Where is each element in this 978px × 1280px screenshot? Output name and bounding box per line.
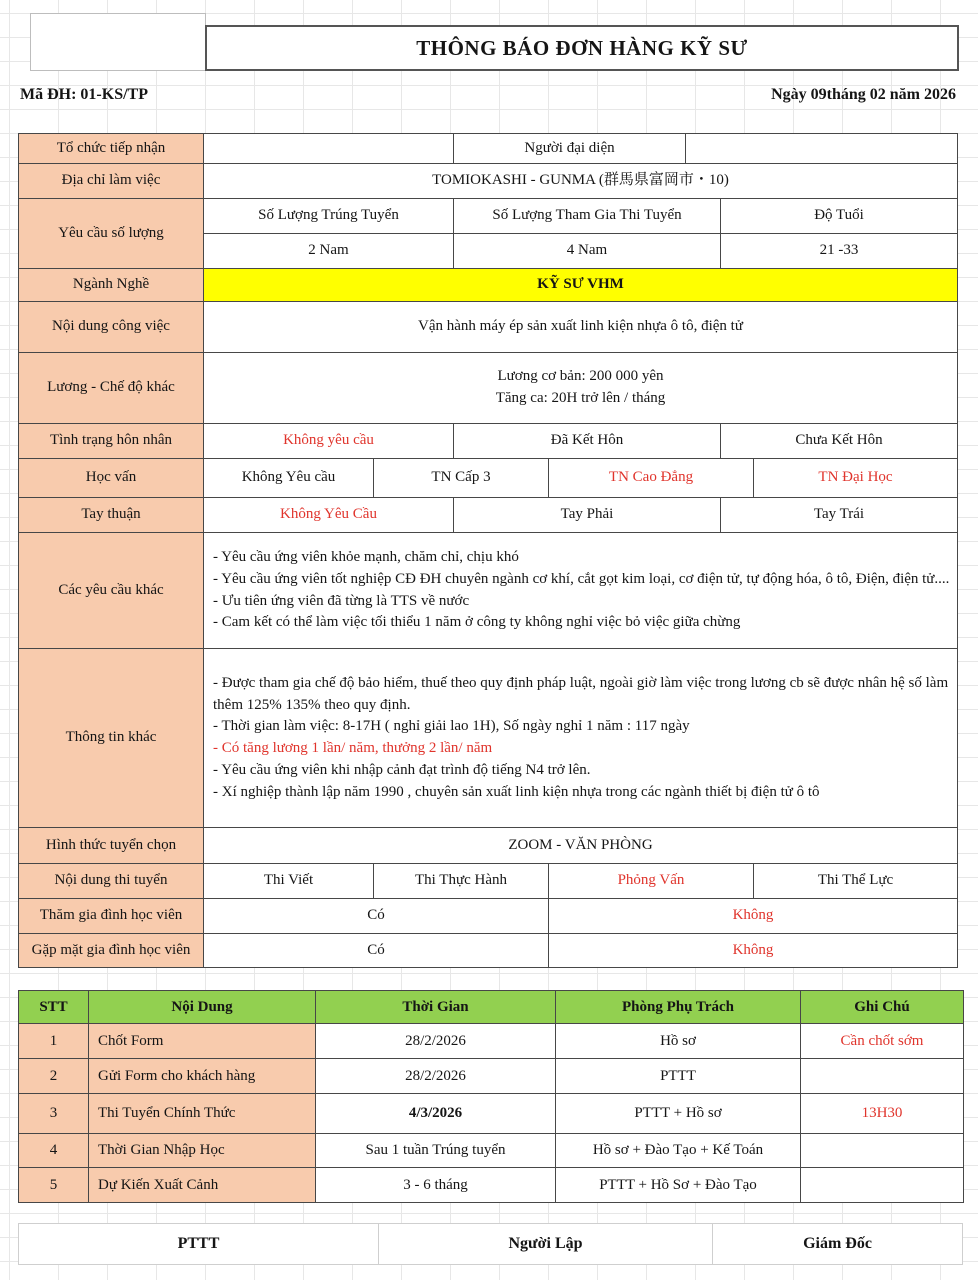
label-work-address: Địa chỉ làm việc <box>19 164 204 199</box>
cell-note <box>801 1168 964 1203</box>
row-salary <box>19 353 958 424</box>
row-exam-content <box>19 864 958 899</box>
signature-preparer: Người Lập <box>379 1224 713 1264</box>
row-job-content <box>19 302 958 353</box>
cell-education-highschool: TN Cấp 3 <box>374 459 549 498</box>
cell-note: 13H30 <box>801 1094 964 1134</box>
cell-content: Dự Kiến Xuất Cảnh <box>89 1168 316 1203</box>
schedule-row <box>19 1059 964 1094</box>
cell-marital-single: Chưa Kết Hôn <box>721 424 958 459</box>
label-other-info: Thông tin khác <box>19 649 204 828</box>
schedule-table <box>18 990 964 1203</box>
salary-overtime: Tăng ca: 20H trở lên / tháng <box>495 390 666 406</box>
label-reception-org: Tổ chức tiếp nhận <box>19 134 204 164</box>
row-industry <box>19 269 958 302</box>
cell-hand-any: Không Yêu Cầu <box>204 498 454 533</box>
cell-quantity-win-value: 2 Nam <box>204 234 454 269</box>
label-salary: Lương - Chế độ khác <box>19 353 204 424</box>
requirement-item: - Yêu cầu ứng viên khỏe mạnh, chăm chỉ, chịu khó <box>213 549 519 565</box>
salary-base: Lương cơ bản: 200 000 yên <box>497 368 664 385</box>
label-exam-content: Nội dung thi tuyển <box>19 864 204 899</box>
cell-work-address: TOMIOKASHI - GUNMA (群馬県富岡市・10) <box>204 164 958 199</box>
row-address <box>19 164 958 199</box>
schedule-row <box>19 1024 964 1059</box>
cell-stt: 3 <box>19 1094 89 1134</box>
cell-exam-physical: Thi Thể Lực <box>754 864 958 899</box>
header-dept: Phòng Phụ Trách <box>556 991 801 1024</box>
cell-time: 28/2/2026 <box>316 1024 556 1059</box>
row-education <box>19 459 958 498</box>
label-other-requirements: Các yêu cầu khác <box>19 533 204 649</box>
cell-quantity-win-header: Số Lượng Trúng Tuyển <box>204 199 454 234</box>
cell-education-college: TN Cao Đẳng <box>549 459 754 498</box>
cell-representative-value <box>686 134 958 164</box>
label-education: Học vấn <box>19 459 204 498</box>
label-representative: Người đại diện <box>454 134 686 164</box>
header-content: Nội Dung <box>89 991 316 1024</box>
cell-content: Chốt Form <box>89 1024 316 1059</box>
row-selection-method <box>19 828 958 864</box>
label-visit-family: Thăm gia đình học viên <box>19 899 204 934</box>
page-title: THÔNG BÁO ĐƠN HÀNG KỸ SƯ <box>205 25 959 71</box>
schedule-row <box>19 1094 964 1134</box>
cell-note <box>801 1134 964 1168</box>
cell-stt: 4 <box>19 1134 89 1168</box>
cell-note: Cần chốt sớm <box>801 1024 964 1059</box>
cell-reception-org-value <box>204 134 454 164</box>
main-info-table <box>18 133 958 968</box>
row-quantity-headers <box>19 199 958 234</box>
cell-job-content: Vận hành máy ép sản xuất linh kiện nhựa ô tô, điện tử <box>204 302 958 353</box>
cell-stt: 2 <box>19 1059 89 1094</box>
cell-exam-interview: Phỏng Vấn <box>549 864 754 899</box>
requirement-item: - Yêu cầu ứng viên tốt nghiệp CĐ ĐH chuyên ngành cơ khí, cắt gọt kim loại, cơ điện tử, tự động hóa, ô tô, Điện, điện tử.... <box>213 570 950 587</box>
cell-age-value: 21 -33 <box>721 234 958 269</box>
signature-row <box>18 1223 963 1265</box>
cell-dept: PTTT <box>556 1059 801 1094</box>
signature-director: Giám Đốc <box>803 1235 872 1252</box>
cell-content: Gửi Form cho khách hàng <box>89 1059 316 1094</box>
cell-quantity-join-value: 4 Nam <box>454 234 721 269</box>
cell-time: Sau 1 tuần Trúng tuyển <box>316 1134 556 1168</box>
cell-marital-married: Đã Kết Hôn <box>454 424 721 459</box>
cell-quantity-join-header: Số Lượng Tham Gia Thi Tuyển <box>454 199 721 234</box>
cell-stt: 1 <box>19 1024 89 1059</box>
logo-placeholder-box <box>30 13 206 71</box>
cell-meet-family-yes: Có <box>204 934 549 968</box>
cell-dept: Hồ sơ <box>556 1024 801 1059</box>
requirement-item: - Ưu tiên ứng viên đã từng là TTS về nước <box>213 592 470 609</box>
row-other-info <box>19 649 958 828</box>
cell-other-info <box>204 649 958 828</box>
signature-pttt: PTTT <box>19 1224 379 1264</box>
cell-time: 4/3/2026 <box>316 1094 556 1134</box>
header-time: Thời Gian <box>316 991 556 1024</box>
row-handedness <box>19 498 958 533</box>
header-stt: STT <box>19 991 89 1024</box>
row-meet-family <box>19 934 958 968</box>
label-selection-method: Hình thức tuyển chọn <box>19 828 204 864</box>
row-reception <box>19 134 958 164</box>
requirement-item: - Cam kết có thể làm việc tối thiểu 1 năm ở công ty không nghỉ việc bỏ việc giữa chừng <box>213 614 741 631</box>
other-info-item-raise-bonus: - Có tăng lương 1 lần/ năm, thưởng 2 lần/ năm <box>213 740 493 756</box>
cell-selection-method: ZOOM - VĂN PHÒNG <box>204 828 958 864</box>
schedule-row <box>19 1134 964 1168</box>
row-visit-family <box>19 899 958 934</box>
cell-time: 3 - 6 tháng <box>316 1168 556 1203</box>
cell-content: Thi Tuyển Chính Thức <box>89 1094 316 1134</box>
schedule-row <box>19 1168 964 1203</box>
other-info-item: - Yêu cầu ứng viên khi nhập cảnh đạt trình độ tiếng N4 trở lên. <box>213 761 591 778</box>
cell-education-any: Không Yêu cầu <box>204 459 374 498</box>
cell-other-requirements <box>204 533 958 649</box>
cell-marital-any: Không yêu cầu <box>204 424 454 459</box>
other-info-item: - Được tham gia chế độ bảo hiểm, thuế theo quy định pháp luật, ngoài giờ làm việc trong lương cb sẽ được nhân hệ số làm thêm 125% 135% theo quy định. <box>213 674 949 713</box>
order-date: Ngày 09tháng 02 năm 2026 <box>771 86 956 103</box>
other-info-item: - Thời gian làm việc: 8-17H ( nghỉ giải lao 1H), Số ngày nghỉ 1 năm : 117 ngày <box>213 718 690 735</box>
cell-visit-family-no: Không <box>549 899 958 934</box>
cell-exam-written: Thi Viết <box>204 864 374 899</box>
cell-education-university: TN Đại Học <box>754 459 958 498</box>
label-quantity: Yêu cầu số lượng <box>19 199 204 269</box>
cell-time: 28/2/2026 <box>316 1059 556 1094</box>
label-job-content: Nội dung công việc <box>19 302 204 353</box>
label-marital: Tình trạng hôn nhân <box>19 424 204 459</box>
cell-salary <box>204 353 958 424</box>
cell-exam-practical: Thi Thực Hành <box>374 864 549 899</box>
cell-note <box>801 1059 964 1094</box>
order-code: Mã ĐH: 01-KS/TP <box>20 86 148 103</box>
schedule-header-row <box>19 991 964 1024</box>
cell-meet-family-no: Không <box>549 934 958 968</box>
cell-hand-left: Tay Trái <box>721 498 958 533</box>
cell-stt: 5 <box>19 1168 89 1203</box>
cell-content: Thời Gian Nhập Học <box>89 1134 316 1168</box>
cell-dept: Hồ sơ + Đào Tạo + Kế Toán <box>556 1134 801 1168</box>
cell-dept: PTTT + Hồ Sơ + Đào Tạo <box>556 1168 801 1203</box>
cell-age-header: Độ Tuổi <box>721 199 958 234</box>
label-industry: Ngành Nghề <box>19 269 204 302</box>
cell-dept: PTTT + Hồ sơ <box>556 1094 801 1134</box>
cell-visit-family-yes: Có <box>204 899 549 934</box>
row-other-requirements <box>19 533 958 649</box>
header-note: Ghi Chú <box>801 991 964 1024</box>
cell-industry-value: KỸ SƯ VHM <box>204 269 958 302</box>
meta-row <box>20 86 956 104</box>
label-meet-family: Gặp mặt gia đình học viên <box>19 934 204 968</box>
other-info-item: - Xí nghiệp thành lập năm 1990 , chuyên sản xuất linh kiện nhựa trong các ngành thiết bị điện tử ô tô <box>213 783 820 800</box>
label-handedness: Tay thuận <box>19 498 204 533</box>
row-marital <box>19 424 958 459</box>
cell-hand-right: Tay Phải <box>454 498 721 533</box>
